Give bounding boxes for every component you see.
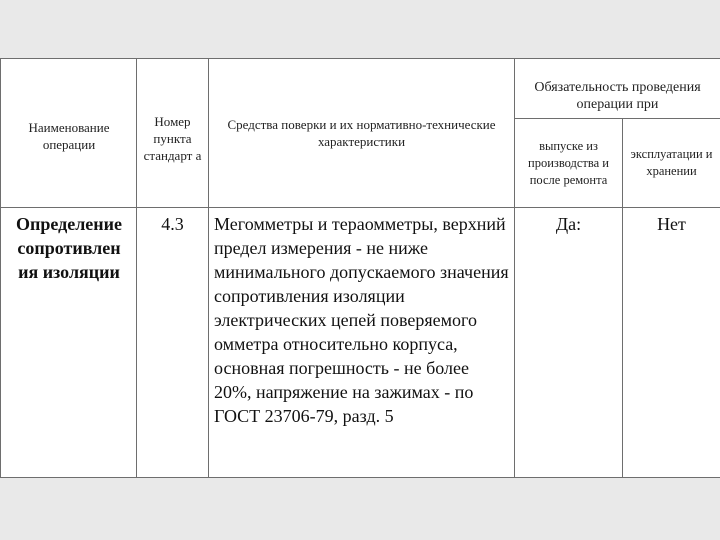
header-operation-name-text: Наименование операции	[28, 119, 110, 152]
header-release-text: выпуске из производства и после ремонта	[528, 138, 609, 187]
row-operation-name	[4, 212, 134, 472]
header-item-number	[137, 58, 208, 207]
header-divider	[0, 207, 720, 208]
header-mandatory-group-text: Обязательность проведения операции при	[534, 80, 701, 112]
header-verification-means-text: Средства поверки и их нормативно-технические характеристики	[227, 116, 496, 149]
row-verification-means	[214, 212, 512, 474]
header-operation-text: эксплуатации и хранении	[630, 147, 713, 178]
row-item-number-text: 4.3	[161, 214, 184, 234]
row-verification-means-text: Мегомметры и тераомметры, верхний предел измерения - не ниже минимального допускаемого значения сопротивления изоляции электрических цепей поверяемого омметра относительно корпуса, основная погрешность - не более 20%, напряжение на зажимах - по ГОСТ 23706-79, разд. 5	[214, 214, 509, 426]
table-border-bottom	[0, 477, 720, 478]
header-operation-name	[4, 58, 134, 207]
header-mandatory-group	[515, 58, 720, 118]
row-operation	[623, 212, 720, 252]
row-operation-text: Нет	[657, 214, 686, 234]
header-item-number-text: Номер пункта стандарт а	[143, 114, 202, 163]
row-release	[515, 212, 622, 252]
header-release	[515, 119, 622, 207]
row-item-number	[137, 212, 208, 252]
table-border-left	[0, 58, 1, 478]
header-operation	[623, 119, 720, 207]
row-operation-name-text: Определение сопротивлен ия изоляции	[15, 214, 123, 282]
row-release-text: Да:	[555, 214, 582, 234]
header-verification-means	[209, 58, 514, 207]
document-table	[0, 58, 720, 478]
